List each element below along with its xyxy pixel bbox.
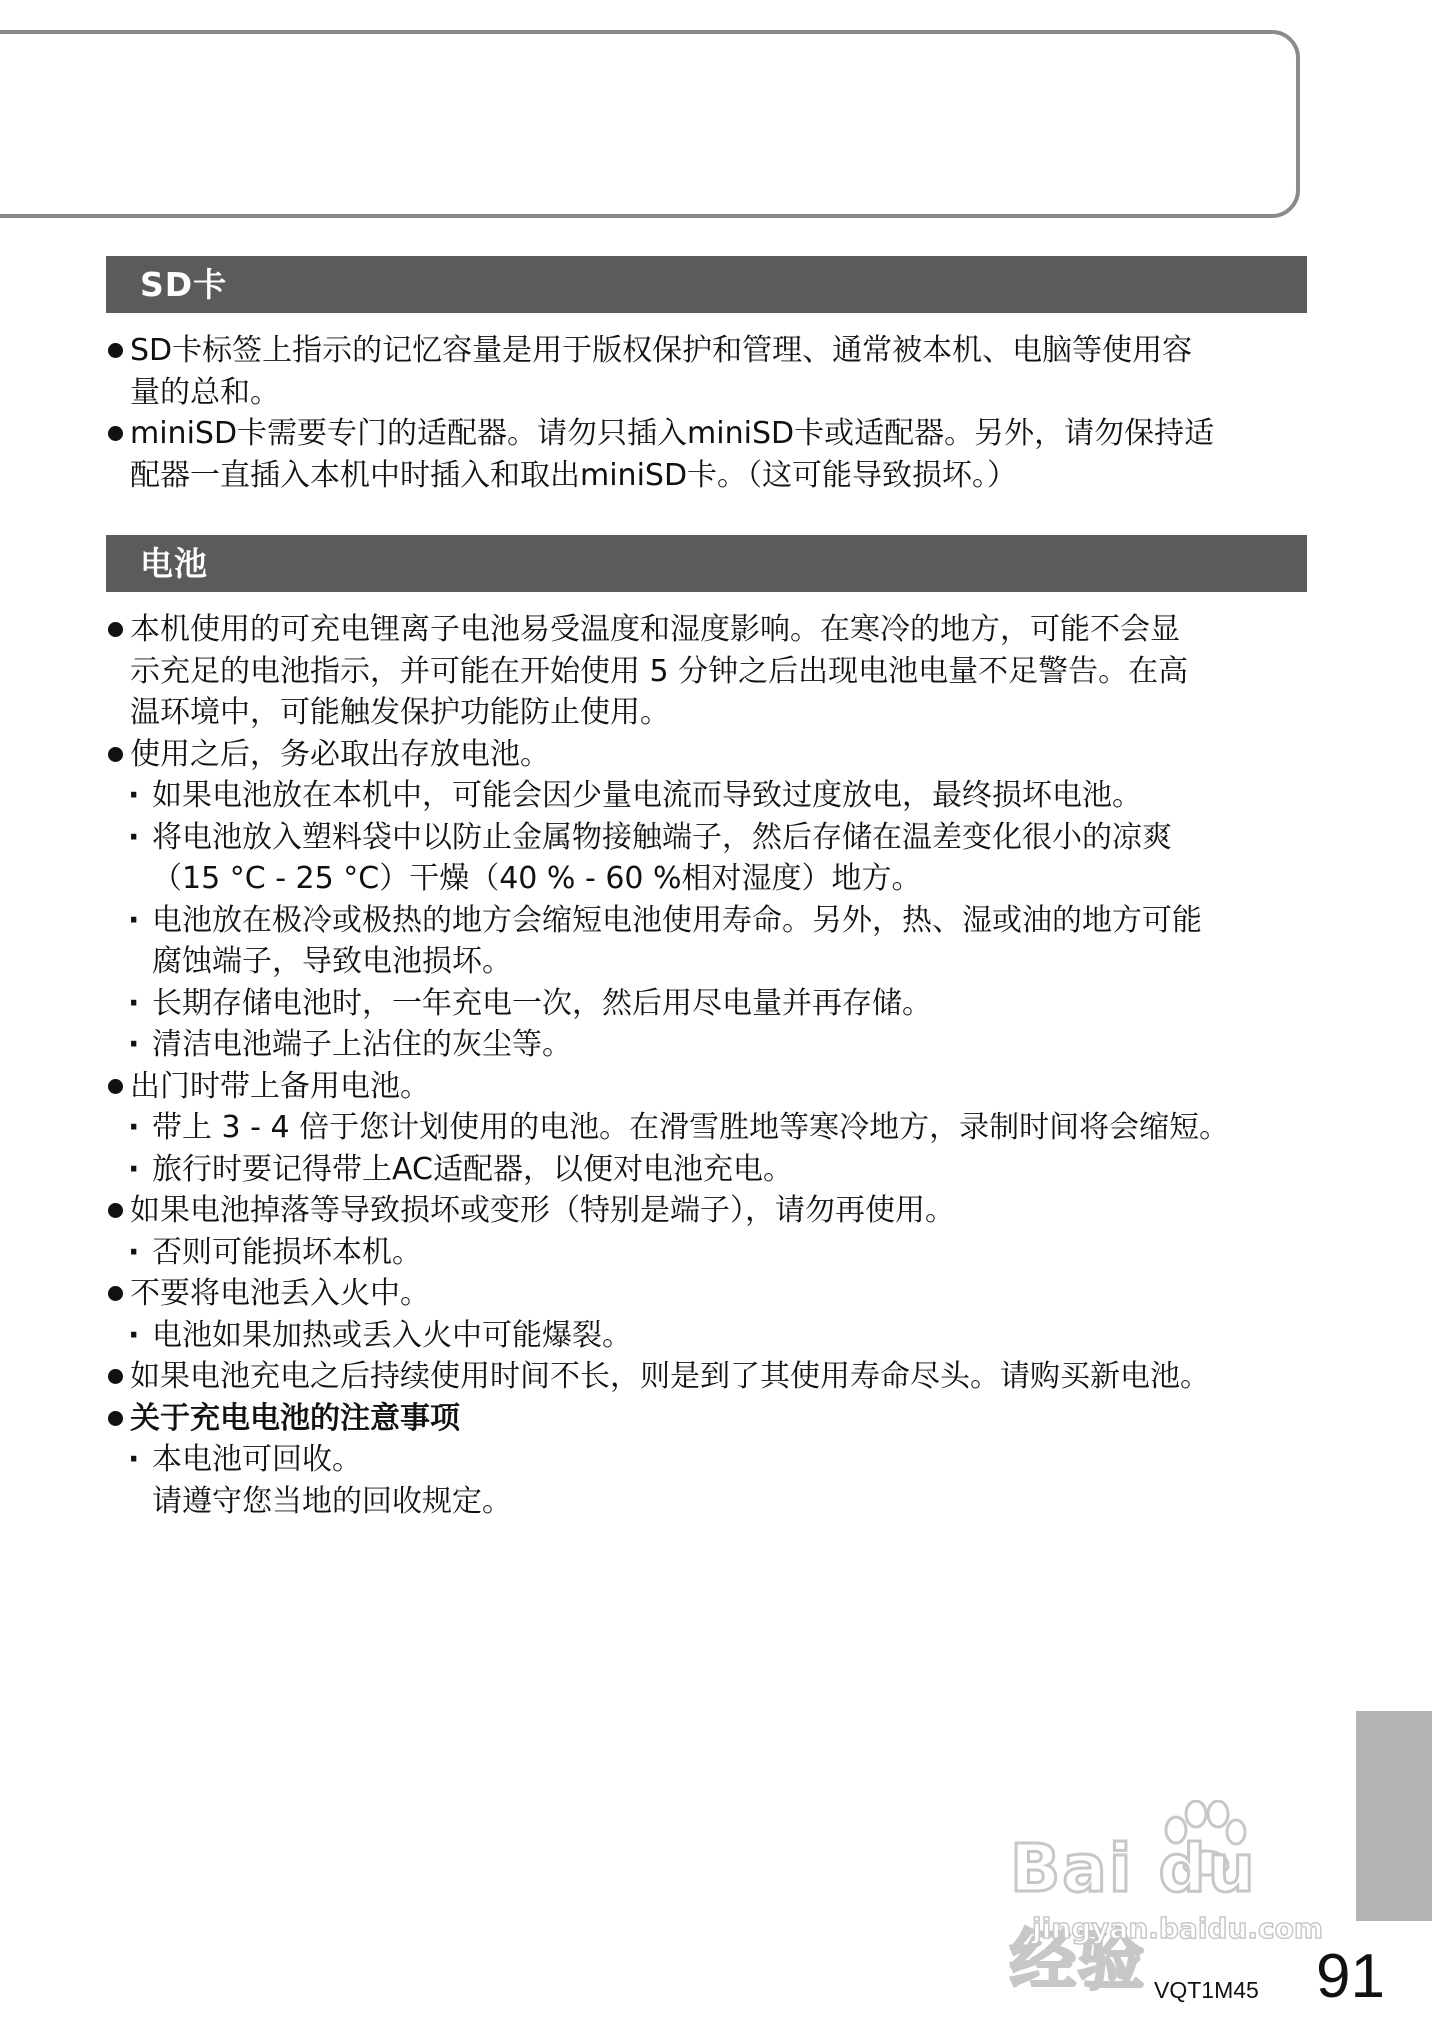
sd-bullet-capacity-line1: SD卡标签上指示的记忆容量是用于版权保护和管理、通常被本机、电脑等使用容 — [130, 333, 1193, 368]
battery-sub-bring-extra: · 带上 3 - 4 倍于您计划使用的电池。在滑雪胜地等寒冷地方，录制时间将会缩短。 — [106, 1107, 1316, 1149]
battery-section-header: 电池 — [106, 535, 1307, 592]
watermark-logo: Bai du 经验 — [1010, 1830, 1257, 1999]
battery-sub-storage-line1: · 将电池放入塑料袋中以防止金属物接触端子，然后存储在温差变化很小的凉爽 — [152, 819, 1172, 855]
battery-bullet-temperature-line3: 温环境中，可能触发保护功能防止使用。 — [130, 695, 670, 730]
battery-sub-extreme-temp — [106, 900, 1316, 983]
battery-bullet-fire: 不要将电池丢入火中。 — [106, 1273, 1316, 1315]
battery-sub-ac-adaptor: · 旅行时要记得带上AC适配器，以便对电池充电。 — [106, 1149, 1316, 1191]
side-index-tab — [1356, 1711, 1432, 1921]
sd-bullet-minisd-line1: miniSD卡需要专门的适配器。请勿只插入miniSD卡或适配器。另外，请勿保持适 — [130, 416, 1215, 451]
battery-sub-explode: · 电池如果加热或丢入火中可能爆裂。 — [106, 1315, 1316, 1357]
battery-bullet-end-of-life: 如果电池充电之后持续使用时间不长，则是到了其使用寿命尽头。请购买新电池。 — [106, 1356, 1316, 1398]
sd-bullet-capacity-line2: 量的总和。 — [130, 374, 280, 410]
model-code: VQT1M45 — [1154, 1977, 1259, 2003]
battery-sub-long-term-storage: · 长期存储电池时，一年充电一次，然后用尽电量并再存储。 — [106, 983, 1316, 1025]
battery-sub-overdischarge: · 如果电池放在本机中，可能会因少量电流而导致过度放电，最终损坏电池。 — [106, 775, 1316, 817]
battery-bullet-temperature-line1: 本机使用的可充电锂离子电池易受温度和湿度影响。在寒冷的地方，可能不会显 — [130, 612, 1180, 647]
battery-sub-storage — [106, 817, 1316, 900]
battery-sub-recycle-rules: 请遵守您当地的回收规定。 — [152, 1483, 512, 1519]
top-frame-box — [0, 30, 1300, 218]
battery-bullet-temperature — [106, 609, 1316, 734]
battery-bullet-recycle-heading: 关于充电电池的注意事项 — [106, 1398, 1316, 1440]
battery-bullet-spare: 出门时带上备用电池。 — [106, 1066, 1316, 1108]
battery-section-body — [106, 609, 1316, 1522]
battery-sub-storage-line2: （15 °C - 25 °C）干燥（40 % - 60 %相对湿度）地方。 — [152, 861, 922, 896]
battery-bullet-remove-after-use: 使用之后，务必取出存放电池。 — [106, 734, 1316, 776]
sd-bullet-capacity — [106, 330, 1316, 413]
battery-sub-damage-unit: · 否则可能损坏本机。 — [106, 1232, 1316, 1274]
battery-sub-clean-terminals: · 清洁电池端子上沾住的灰尘等。 — [106, 1024, 1316, 1066]
battery-sub-recyclable: · 本电池可回收。 — [106, 1439, 1316, 1481]
sd-bullet-minisd-line2: 配器一直插入本机中时插入和取出miniSD卡。（这可能导致损坏。） — [130, 457, 1018, 493]
page-number: 91 — [1316, 1942, 1385, 2011]
battery-bullet-temperature-line2: 示充足的电池指示，并可能在开始使用 5 分钟之后出现电池电量不足警告。在高 — [130, 653, 1189, 689]
sd-card-section-header: SD卡 — [106, 256, 1307, 313]
battery-sub-extreme-temp-line2: 腐蚀端子，导致电池损坏。 — [152, 944, 512, 979]
watermark-url: jingyan.baidu.com — [1032, 1912, 1324, 1945]
sd-card-section-body — [106, 330, 1316, 496]
sd-bullet-minisd — [106, 413, 1316, 496]
battery-bullet-damaged: 如果电池掉落等导致损坏或变形（特别是端子），请勿再使用。 — [106, 1190, 1316, 1232]
battery-sub-extreme-temp-line1: · 电池放在极冷或极热的地方会缩短电池使用寿命。另外，热、湿或油的地方可能 — [152, 902, 1202, 938]
